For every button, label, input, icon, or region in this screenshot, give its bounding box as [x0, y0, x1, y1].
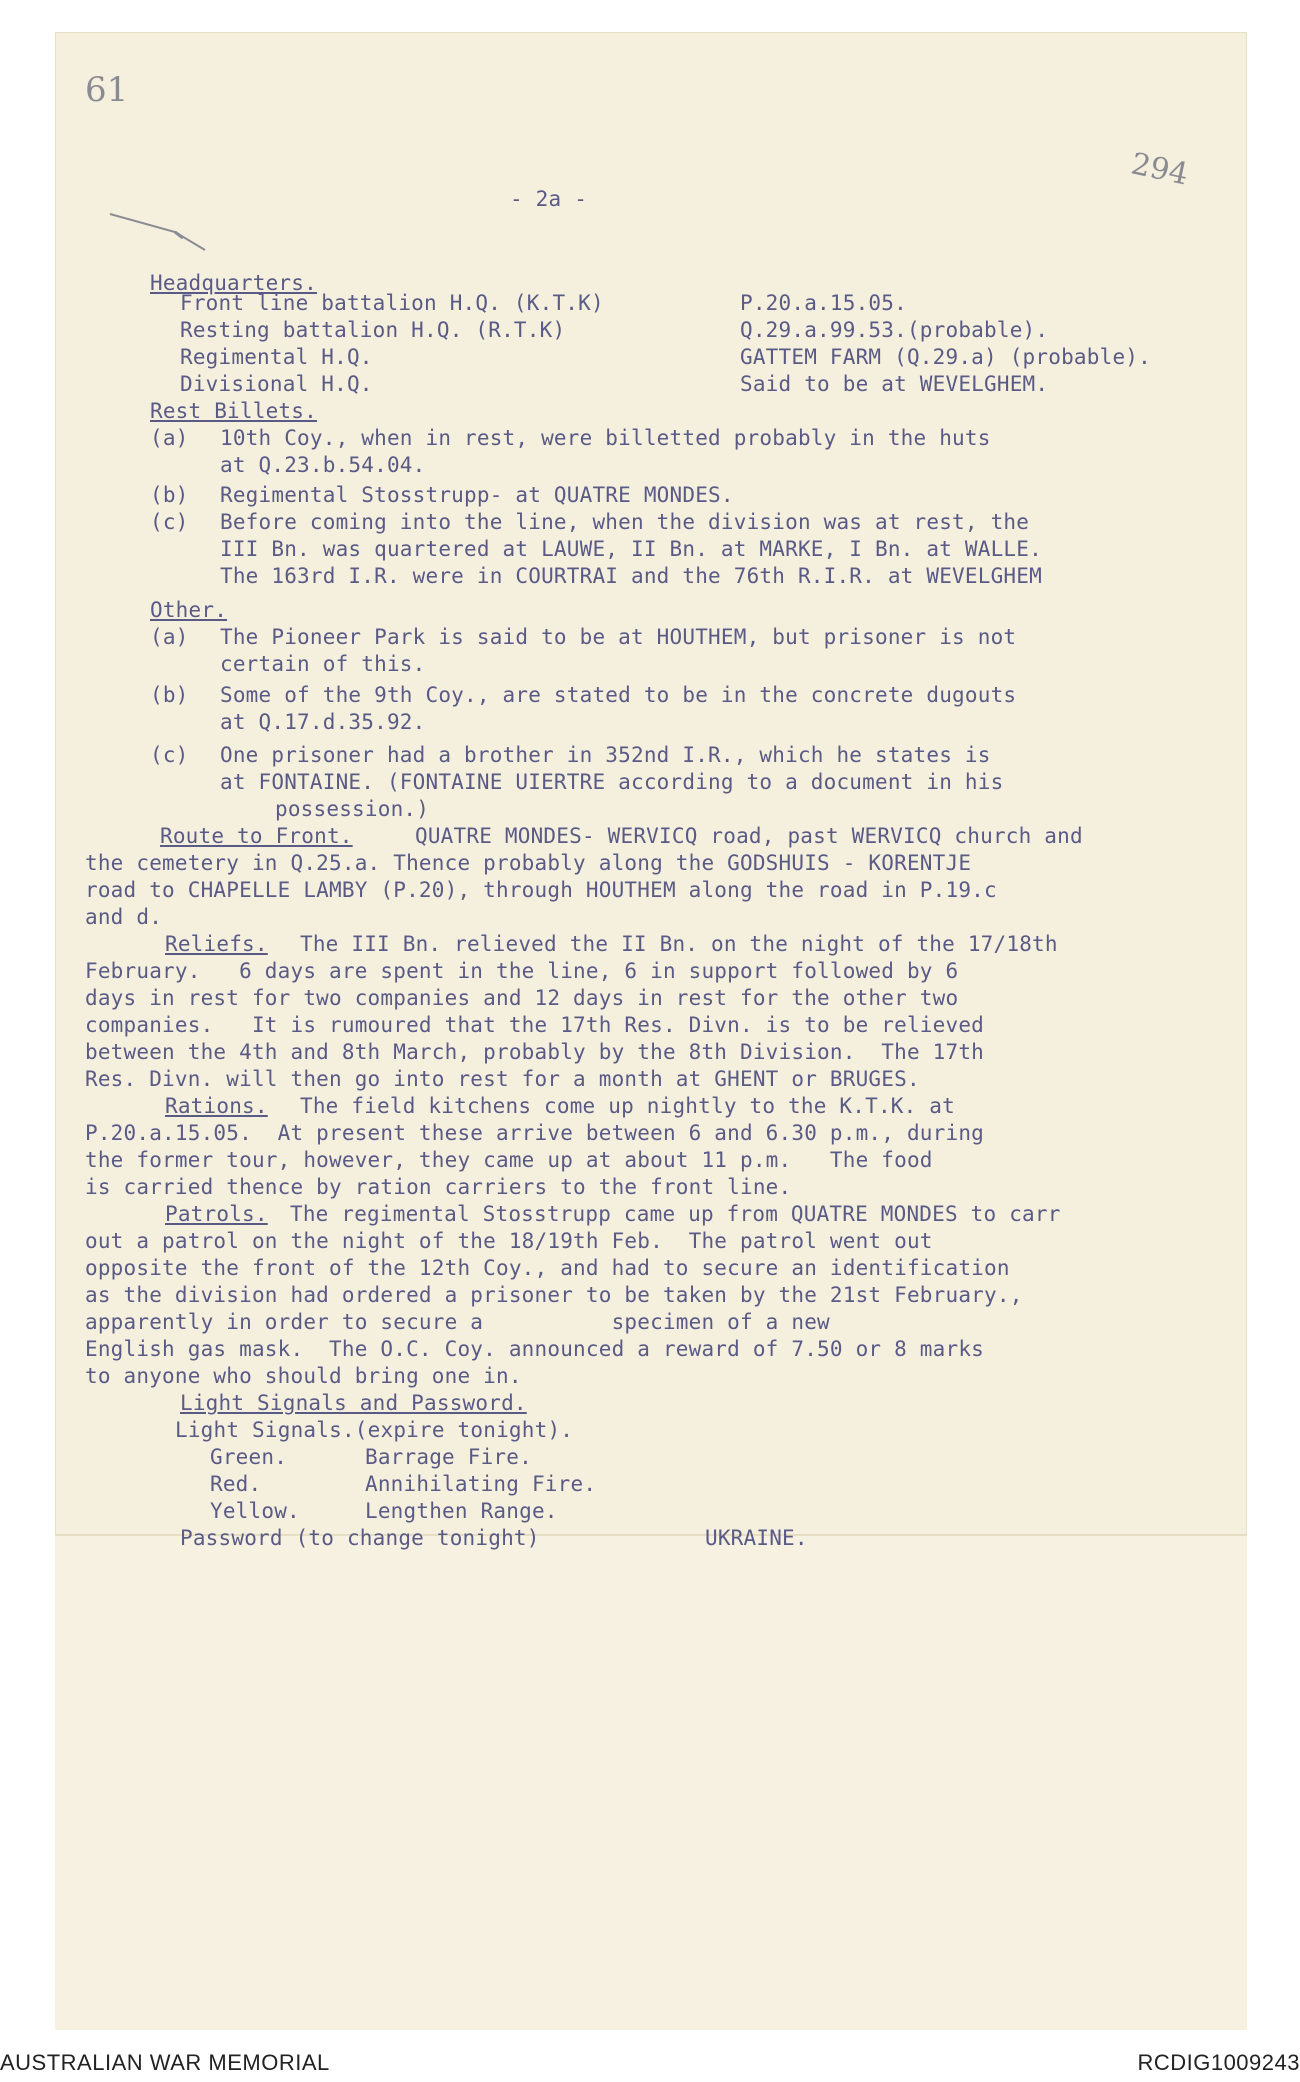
patrols-heading: Patrols.: [165, 1202, 268, 1226]
item-line: The Pioneer Park is said to be at HOUTHEM, but prisoner is not: [220, 625, 1017, 649]
rations-line: the former tour, however, they came up at about 11 p.m. The food: [85, 1148, 933, 1172]
reliefs-line: February. 6 days are spent in the line, 6 in support followed by 6: [85, 959, 959, 983]
route-heading: Route to Front.: [160, 824, 353, 848]
route-line: road to CHAPELLE LAMBY (P.20), through HOUTHEM along the road in P.19.c: [85, 878, 997, 902]
hq-row-label: Resting battalion H.Q. (R.T.K): [180, 318, 566, 342]
record-identifier: RCDIG1009243: [1137, 2050, 1300, 2075]
other-heading: Other.: [150, 598, 228, 622]
item-marker: (c): [150, 743, 189, 767]
item-marker: (b): [150, 683, 189, 707]
patrols-line: to anyone who should bring one in.: [85, 1364, 522, 1388]
hq-row-value: Said to be at WEVELGHEM.: [740, 372, 1049, 396]
signals-subheading: Light Signals.(expire tonight).: [175, 1418, 574, 1442]
item-line: at Q.23.b.54.04.: [220, 453, 426, 477]
hq-row-value: P.20.a.15.05.: [740, 291, 907, 315]
hq-row-label: Divisional H.Q.: [180, 372, 373, 396]
page-number: - 2a -: [510, 187, 588, 211]
item-line: One prisoner had a brother in 352nd I.R., which he states is: [220, 743, 991, 767]
route-line: and d.: [85, 905, 163, 929]
item-line: at FONTAINE. (FONTAINE UIERTRE according to a document in his: [220, 770, 1004, 794]
hq-row-label: Regimental H.Q.: [180, 345, 373, 369]
item-marker: (a): [150, 426, 189, 450]
item-marker: (b): [150, 483, 189, 507]
reliefs-heading: Reliefs.: [165, 932, 268, 956]
patrols-line: The regimental Stosstrupp came up from QUATRE MONDES to carr: [290, 1202, 1061, 1226]
password-label: Password (to change tonight): [180, 1526, 540, 1550]
signal-meaning: Annihilating Fire.: [365, 1472, 597, 1496]
reliefs-line: Res. Divn. will then go into rest for a month at GHENT or BRUGES.: [85, 1067, 920, 1091]
rest-billets-heading: Rest Billets.: [150, 399, 317, 423]
lower-sheet: [55, 1534, 1247, 2030]
patrols-line: apparently in order to secure a specimen of a new: [85, 1310, 830, 1334]
route-line: the cemetery in Q.25.a. Thence probably along the GODSHUIS - KORENTJE: [85, 851, 972, 875]
item-line: Some of the 9th Coy., are stated to be in the concrete dugouts: [220, 683, 1017, 707]
item-line: The 163rd I.R. were in COURTRAI and the 76th R.I.R. at WEVELGHEM: [220, 564, 1042, 588]
item-marker: (c): [150, 510, 189, 534]
item-line: Before coming into the line, when the division was at rest, the: [220, 510, 1030, 534]
folio-number-right: 294: [1127, 146, 1192, 193]
rations-line: The field kitchens come up nightly to the K.T.K. at: [300, 1094, 955, 1118]
item-line: at Q.17.d.35.92.: [220, 710, 426, 734]
item-line: 10th Coy., when in rest, were billetted probably in the huts: [220, 426, 991, 450]
reliefs-line: between the 4th and 8th March, probably by the 8th Division. The 17th: [85, 1040, 985, 1064]
signals-heading: Light Signals and Password.: [180, 1391, 527, 1415]
reliefs-line: The III Bn. relieved the II Bn. on the night of the 17/18th: [300, 932, 1058, 956]
signal-meaning: Lengthen Range.: [365, 1499, 558, 1523]
item-line: III Bn. was quartered at LAUWE, II Bn. at MARKE, I Bn. at WALLE.: [220, 537, 1042, 561]
reliefs-line: companies. It is rumoured that the 17th Res. Divn. is to be relieved: [85, 1013, 985, 1037]
patrols-line: out a patrol on the night of the 18/19th Feb. The patrol went out: [85, 1229, 933, 1253]
item-line: certain of this.: [220, 652, 426, 676]
rations-heading: Rations.: [165, 1094, 268, 1118]
hq-row-label: Front line battalion H.Q. (K.T.K): [180, 291, 604, 315]
patrols-line: English gas mask. The O.C. Coy. announced a reward of 7.50 or 8 marks: [85, 1337, 985, 1361]
document-sheet: [55, 32, 1247, 2030]
signal-colour: Green.: [210, 1445, 288, 1469]
item-marker: (a): [150, 625, 189, 649]
signal-colour: Red.: [210, 1472, 262, 1496]
patrols-line: as the division had ordered a prisoner to be taken by the 21st February.,: [85, 1283, 1023, 1307]
password-value: UKRAINE.: [705, 1526, 808, 1550]
item-line: Regimental Stosstrupp- at QUATRE MONDES.: [220, 483, 734, 507]
hq-row-value: Q.29.a.99.53.(probable).: [740, 318, 1049, 342]
headquarters-heading: Headquarters.: [150, 271, 317, 295]
folio-number-left: 61: [85, 70, 129, 110]
rations-line: is carried thence by ration carriers to the front line.: [85, 1175, 792, 1199]
patrols-line: opposite the front of the 12th Coy., and had to secure an identification: [85, 1256, 1010, 1280]
hq-row-value: GATTEM FARM (Q.29.a) (probable).: [740, 345, 1151, 369]
signal-colour: Yellow.: [210, 1499, 300, 1523]
institution-label: AUSTRALIAN WAR MEMORIAL: [0, 2050, 330, 2075]
signal-meaning: Barrage Fire.: [365, 1445, 532, 1469]
rations-line: P.20.a.15.05. At present these arrive between 6 and 6.30 p.m., during: [85, 1121, 985, 1145]
route-line: QUATRE MONDES- WERVICQ road, past WERVICQ church and: [415, 824, 1083, 848]
item-line: possession.): [275, 797, 430, 821]
reliefs-line: days in rest for two companies and 12 days in rest for the other two: [85, 986, 959, 1010]
